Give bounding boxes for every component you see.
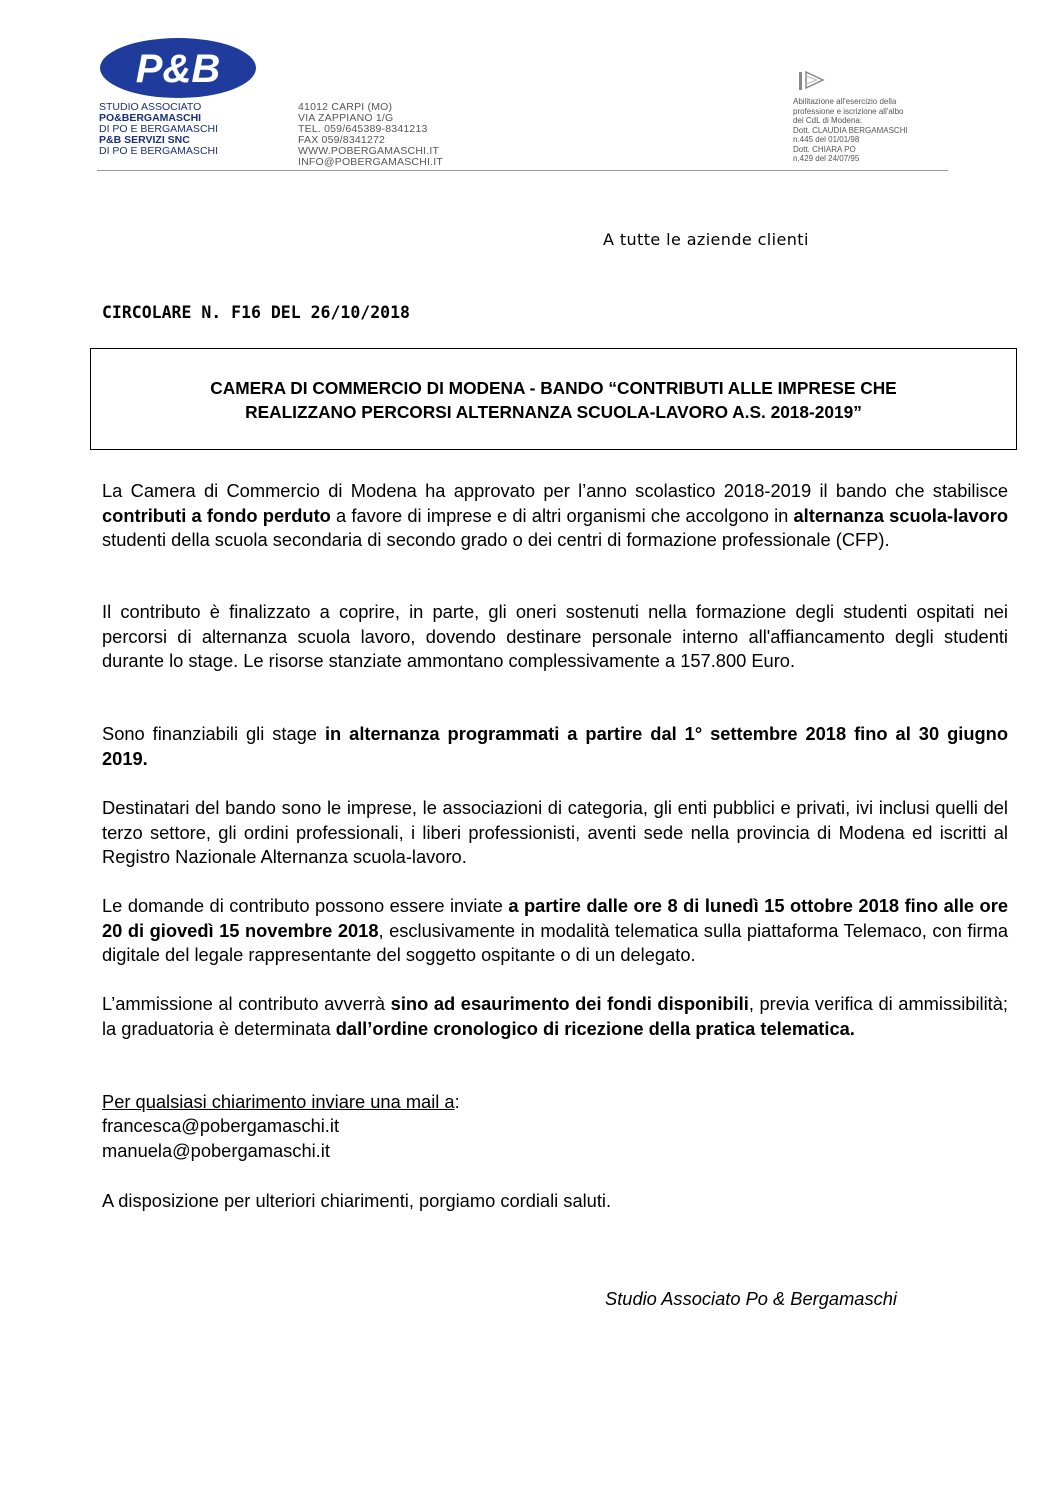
cert-line: Abilitazione all'esercizio della bbox=[793, 97, 897, 106]
paragraph-4: Destinatari del bando sono le imprese, le associazioni di categoria, gli enti pubblici e privati, ivi inclusi quelli del terzo settore, gli ordini professionali, i liberi professionisti, aventi sede nella provincia di Modena ed iscritti al Registro Nazionale Alternanza scuola-lavoro. bbox=[102, 797, 1008, 867]
certification-icon bbox=[797, 70, 827, 94]
cert-line: Dott. CHIARA PO bbox=[793, 144, 856, 154]
address-line: 41012 CARPI (MO) bbox=[298, 101, 393, 113]
signature: Studio Associato Po & Bergamaschi bbox=[605, 1288, 897, 1309]
closing-line: A disposizione per ulteriori chiarimenti, porgiamo cordiali saluti. bbox=[102, 1190, 612, 1211]
cert-line: n.445 del 01/01/98 bbox=[793, 135, 860, 144]
subject-line-1: CAMERA DI COMMERCIO DI MODENA - BANDO “CONTRIBUTI ALLE IMPRESE CHE bbox=[210, 378, 897, 398]
firm1-line: PO&BERGAMASCHI bbox=[99, 112, 202, 124]
logo-text: P&B bbox=[135, 47, 221, 91]
cert-line: dei CdL di Modena: bbox=[793, 116, 863, 125]
contact-email-2[interactable]: manuela@pobergamaschi.it bbox=[102, 1140, 330, 1161]
contact-email-1[interactable]: francesca@pobergamaschi.it bbox=[102, 1115, 340, 1136]
recipient-line: A tutte le aziende clienti bbox=[603, 230, 809, 249]
address-line: VIA ZAPPIANO 1/G bbox=[298, 112, 394, 124]
paragraph-2: Il contributo è finalizzato a coprire, in parte, gli oneri sostenuti nella formazione degli studenti ospitati nei percorsi di alternanza scuola lavoro, dovendo destinare personale interno all'affiancamento degli studenti durante lo stage. Le risorse stanziate ammontano complessivamente a 157.800 Euro. bbox=[102, 601, 1008, 671]
paragraph-1: La Camera di Commercio di Modena ha approvato per l’anno scolastico 2018-2019 il bando che stabilisce contributi a fondo perduto a favore di imprese e di altri organismi che accolgono in alternanza scuola-lavoro studenti della scuola secondaria di secondo grado o dei centri di formazione professionale (CFP). bbox=[102, 480, 1008, 550]
cert-line: professione e iscrizione all'albo bbox=[793, 106, 904, 116]
circular-number: CIRCOLARE N. F16 DEL 26/10/2018 bbox=[102, 303, 410, 322]
certification-block bbox=[793, 97, 908, 164]
subject-line-2: REALIZZANO PERCORSI ALTERNANZA SCUOLA-LAVORO A.S. 2018-2019” bbox=[245, 402, 862, 422]
firm2-line: DI PO E BERGAMASCHI bbox=[99, 145, 219, 157]
firm2-line: P&B SERVIZI SNC bbox=[99, 134, 190, 146]
firm-names bbox=[99, 102, 218, 157]
address-block bbox=[298, 102, 443, 168]
header-divider bbox=[97, 170, 948, 171]
paragraph-5: Le domande di contributo possono essere inviate a partire dalle ore 8 di lunedì 15 ottobre 2018 fino alle ore 20 di giovedì 15 novembre 2018, esclusivamente in modalità telematica sulla piattaforma Telemaco, con firma digitale del legale rappresentante del soggetto ospitante o di un delegato. bbox=[102, 895, 1008, 965]
firm1-line: DI PO E BERGAMASCHI bbox=[99, 123, 219, 135]
subject-box bbox=[90, 348, 1017, 450]
email-link[interactable]: INFO@POBERGAMASCHI.IT bbox=[298, 156, 443, 168]
cert-line: n.429 del 24/07/95 bbox=[793, 154, 860, 163]
company-logo bbox=[98, 36, 258, 100]
paragraph-6: L’ammissione al contributo avverrà sino ad esaurimento dei fondi disponibili, previa verifica di ammissibilità; la graduatoria è determinata dall’ordine cronologico di ricezione della pratica telematica. bbox=[102, 993, 1008, 1039]
phone-line: TEL. 059/645389-8341213 bbox=[298, 123, 428, 135]
paragraph-3: Sono finanziabili gli stage in alternanza programmati a partire dal 1° settembre 2018 fino al 30 giugno 2019. bbox=[102, 723, 1008, 769]
firm1-line: STUDIO ASSOCIATO bbox=[99, 101, 202, 113]
website-link[interactable]: WWW.POBERGAMASCHI.IT bbox=[298, 145, 440, 157]
fax-line: FAX 059/8341272 bbox=[298, 134, 386, 146]
contact-intro: Per qualsiasi chiarimento inviare una mail a: bbox=[102, 1091, 460, 1112]
cert-line: Dott. CLAUDIA BERGAMASCHI bbox=[793, 125, 908, 135]
